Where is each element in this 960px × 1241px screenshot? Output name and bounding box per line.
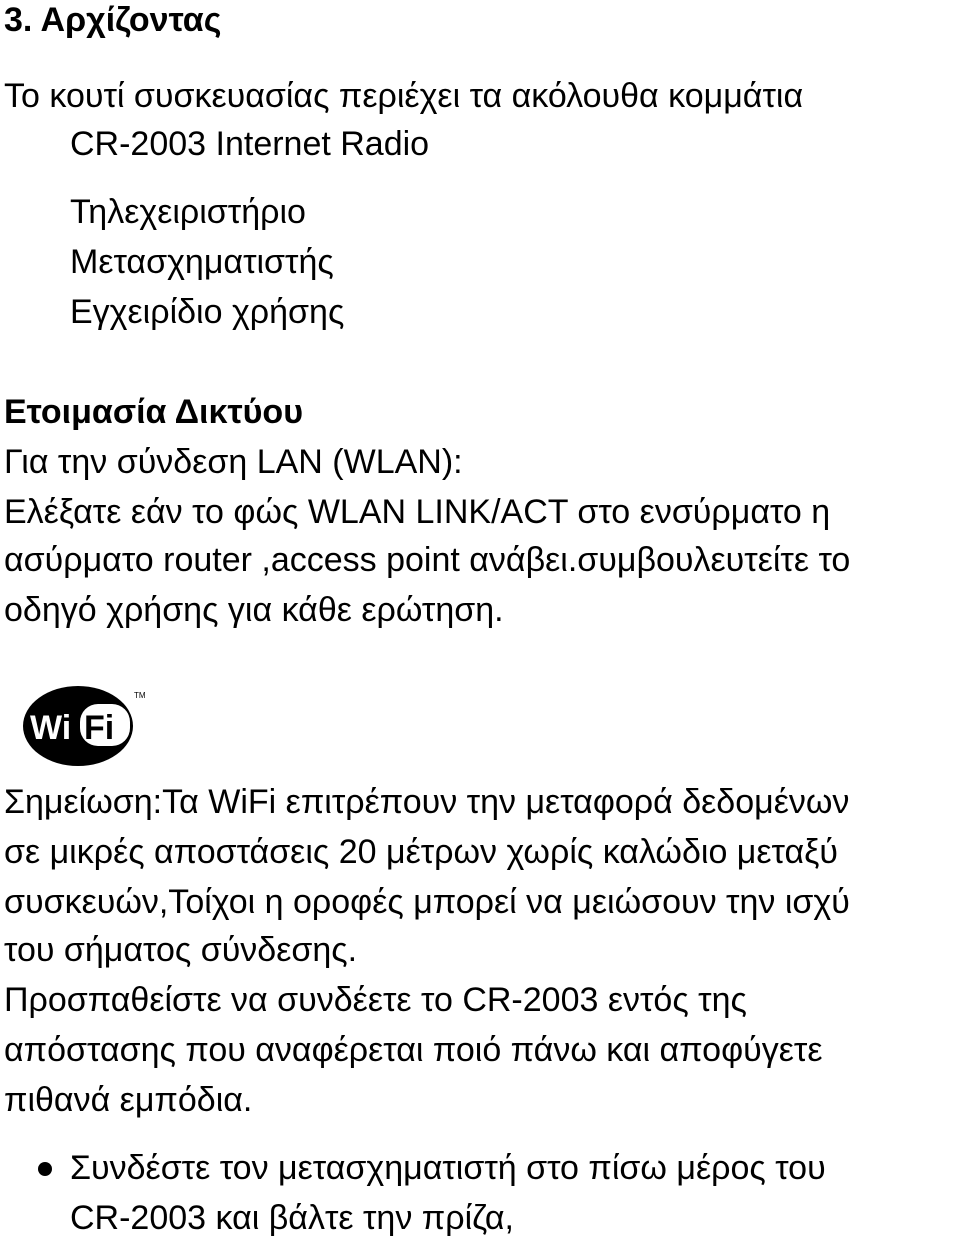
note-line: απόστασης που αναφέρεται ποιό πάνω και αποφύγετε: [4, 1031, 823, 1069]
bullet-line: CR-2003 και βάλτε την πρίζα,: [70, 1199, 514, 1237]
network-line: Για την σύνδεση LAN (WLAN):: [4, 443, 463, 481]
bullet-icon: [38, 1162, 52, 1176]
note-line: πιθανά εμπόδια.: [4, 1081, 253, 1119]
package-item: Εγχειρίδιο χρήσης: [70, 293, 345, 331]
note-line: Προσπαθείστε να συνδέετε το CR-2003 εντός της: [4, 981, 747, 1019]
note-line: Σημείωση:Τα WiFi επιτρέπουν την μεταφορά δεδομένων: [4, 783, 850, 821]
wifi-logo-wi-text: Wi: [30, 709, 72, 747]
network-heading: Ετοιμασία Δικτύου: [4, 393, 303, 431]
wifi-logo: [22, 684, 146, 768]
wifi-logo-fi-text: Fi: [84, 709, 115, 747]
network-line: Ελέξατε εάν το φώς WLAN LINK/ACT στο ενσύρματο η: [4, 493, 831, 531]
bullet-line: Συνδέστε τον μετασχηματιστή στο πίσω μέρος του: [70, 1149, 826, 1187]
note-line: σε μικρές αποστάσεις 20 μέτρων χωρίς καλώδιο μεταξύ: [4, 833, 838, 871]
network-line: ασύρματο router ,access point ανάβει.συμβουλευτείτε το: [4, 541, 851, 579]
package-intro: Το κουτί συσκευασίας περιέχει τα ακόλουθα κομμάτια: [4, 77, 804, 115]
package-item: CR-2003 Internet Radio: [70, 125, 430, 163]
package-item: Τηλεχειριστήριο: [70, 193, 306, 231]
section-heading: 3. Αρχίζοντας: [4, 1, 222, 39]
note-line: του σήματος σύνδεσης.: [4, 931, 358, 969]
package-item: Μετασχηματιστής: [70, 243, 334, 281]
note-line: συσκευών,Τοίχοι η οροφές μπορεί να μειώσουν την ισχύ: [4, 883, 850, 921]
wifi-logo-tm: TM: [134, 691, 146, 700]
network-line: οδηγό χρήσης για κάθε ερώτηση.: [4, 591, 504, 629]
